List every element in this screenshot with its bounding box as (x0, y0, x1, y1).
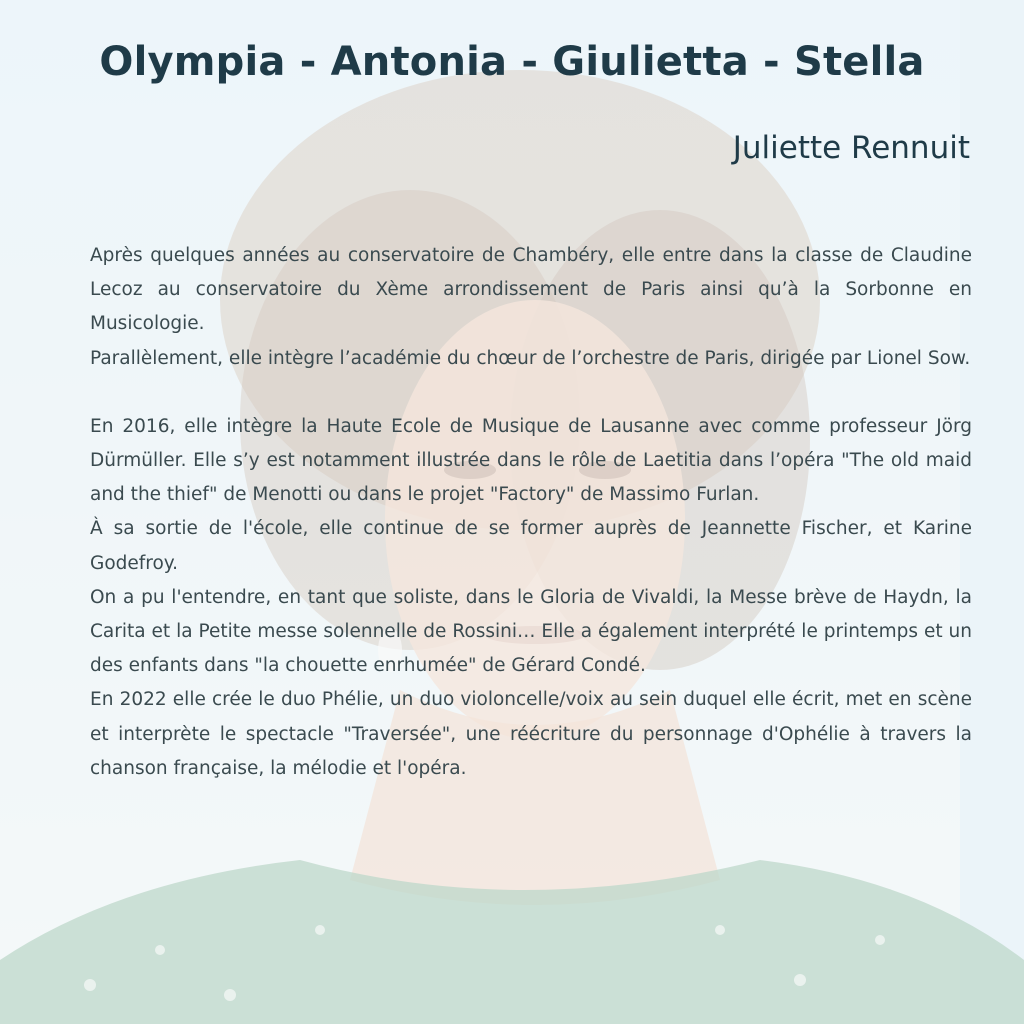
bio-paragraph: En 2016, elle intègre la Haute Ecole de Musique de Lausanne avec comme professeur Jörg Dürmüller. Elle s’y est notamment illustrée dans le rôle de Laetitia dans l’opéra "The old maid and the thief" de Menotti ou dans le projet "Factory" de Massimo Furlan. (90, 415, 972, 506)
biography (90, 239, 972, 786)
page-title: Olympia - Antonia - Giulietta - Stella (99, 39, 925, 85)
bio-paragraph: À sa sortie de l'école, elle continue de se former auprès de Jeannette Fischer, et Karine Godefroy. (90, 518, 972, 574)
bio-paragraph: On a pu l'entendre, en tant que soliste, dans le Gloria de Vivaldi, la Messe brève de Haydn, la Carita et la Petite messe solennelle de Rossini… Elle a également interprété le printemps et un des enfants dans "la chouette enrhumée" de Gérard Condé. (90, 586, 972, 677)
artist-name: Juliette Rennuit (732, 130, 970, 166)
bio-paragraph: Parallèlement, elle intègre l’académie du chœur de l’orchestre de Paris, dirigée par Lionel Sow. (90, 347, 971, 369)
bio-paragraph: En 2022 elle crée le duo Phélie, un duo violoncelle/voix au sein duquel elle écrit, met en scène et interprète le spectacle "Traversée", une réécriture du personnage d'Ophélie à travers la chanson française, la mélodie et l'opéra. (90, 689, 972, 779)
bio-paragraph: Après quelques années au conservatoire de Chambéry, elle entre dans la classe de Claudine Lecoz au conservatoire du Xème arrondissement de Paris ainsi qu’à la Sorbonne en Musicologie. (90, 245, 972, 335)
